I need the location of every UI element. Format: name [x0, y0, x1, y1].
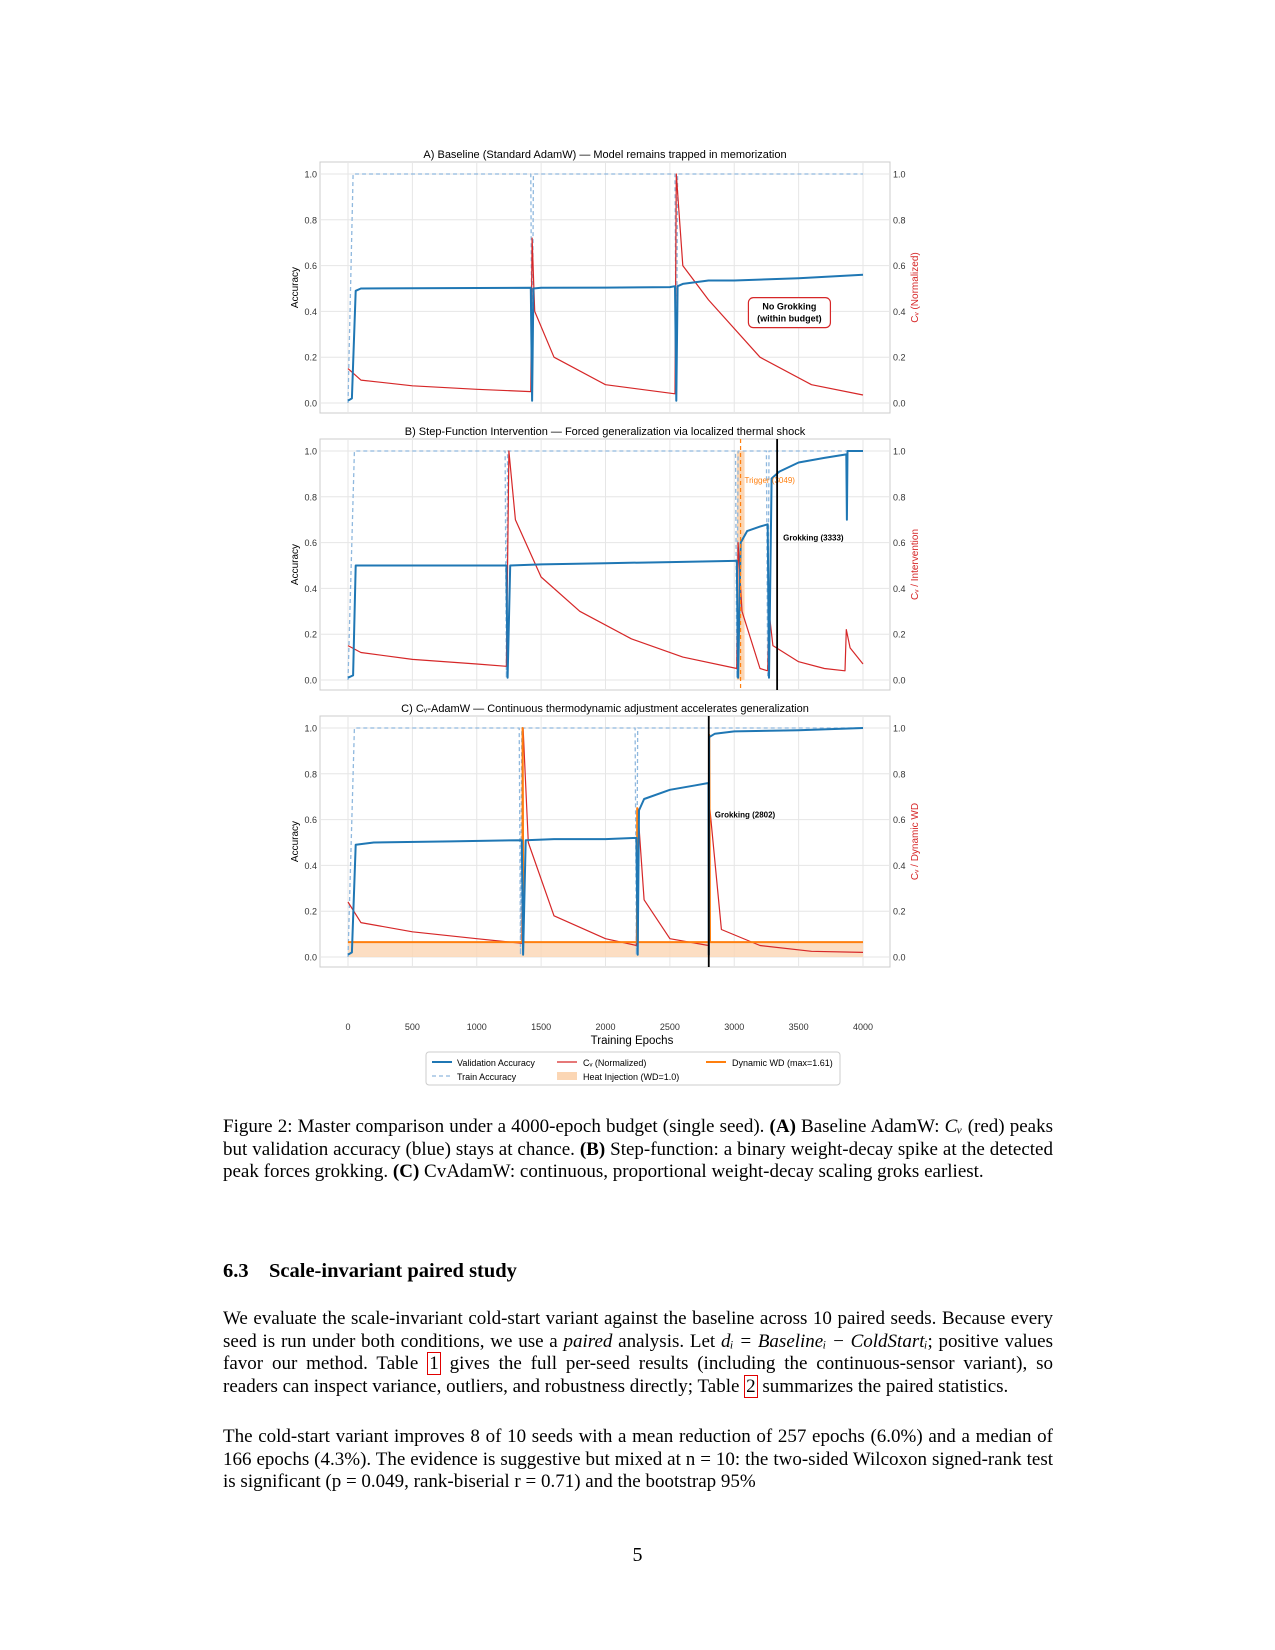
- para1-text-3: ; positive values favor our method. Table: [223, 1330, 1054, 1374]
- right-tick-label: 0.2: [893, 906, 906, 917]
- legend-swatch-heat: [557, 1072, 577, 1080]
- caption-tag-a: (A): [769, 1116, 796, 1137]
- left-tick-label: 1.0: [304, 446, 317, 457]
- left-tick-label: 0.0: [304, 398, 317, 409]
- legend-entry-train: Train Accuracy: [457, 1072, 517, 1082]
- panel-title: C) Cᵥ-AdamW — Continuous thermodynamic adjustment accelerates generalization: [401, 703, 809, 715]
- section-number: 6.3: [223, 1260, 249, 1282]
- left-axis-label: Accuracy: [290, 820, 301, 863]
- caption-label: Figure 2:: [223, 1116, 293, 1137]
- caption-text-5: CvAdamW: continuous, proportional weight-decay scaling groks earliest.: [424, 1161, 984, 1182]
- right-tick-label: 0.8: [893, 215, 906, 226]
- right-tick-label: 0.0: [893, 952, 906, 963]
- right-tick-label: 1.0: [893, 723, 906, 734]
- right-tick-label: 0.2: [893, 352, 906, 363]
- x-tick-label: 1000: [466, 1022, 487, 1032]
- right-tick-label: 0.2: [893, 629, 906, 640]
- left-tick-label: 0.6: [304, 538, 317, 549]
- left-tick-label: 0.4: [304, 583, 317, 594]
- no-grokking-sublabel: (within budget): [757, 313, 822, 324]
- caption-text-1: Master comparison under a 4000-epoch budget (single seed).: [297, 1116, 765, 1137]
- right-tick-label: 0.6: [893, 538, 906, 549]
- para1-text-2: analysis. Let: [618, 1330, 716, 1352]
- right-tick-label: 0.4: [893, 306, 906, 317]
- left-axis-label: Accuracy: [290, 266, 301, 309]
- left-tick-label: 0.6: [304, 261, 317, 272]
- trigger-label: Trigger (3049): [744, 476, 795, 486]
- right-tick-label: 0.8: [893, 769, 906, 780]
- left-tick-label: 1.0: [304, 169, 317, 180]
- left-tick-label: 0.2: [304, 629, 317, 640]
- dynamic-wd-fill: [348, 942, 863, 957]
- table-2-link[interactable]: 2: [746, 1375, 756, 1397]
- para2-text: The cold-start variant improves 8 of 10 seeds with a mean reduction of 257 epochs (6.0%) and a median of 166 epochs (4.3%). The evidence is suggestive but mixed at n = 10: the two-sided Wilcoxon signed-rank test is significant (p = 0.049, rank-biserial r = 0.71) and the bootstrap 95%: [223, 1426, 1053, 1492]
- right-tick-label: 0.4: [893, 860, 906, 871]
- paragraph-paired-study: [223, 1308, 1053, 1398]
- left-tick-label: 0.2: [304, 906, 317, 917]
- x-tick-label: 2500: [659, 1022, 680, 1032]
- panel-b: [290, 426, 921, 690]
- page-number: 5: [632, 1544, 643, 1566]
- left-tick-label: 0.0: [304, 952, 317, 963]
- right-tick-label: 1.0: [893, 446, 906, 457]
- no-grokking-label: No Grokking: [762, 301, 817, 312]
- panel-a: [290, 149, 921, 413]
- legend: [426, 1052, 840, 1085]
- legend-entry-heat: Heat Injection (WD=1.0): [583, 1072, 680, 1082]
- left-tick-label: 0.4: [304, 306, 317, 317]
- para1-text-1: We evaluate the scale-invariant cold-start variant against the baseline across 10 paired seeds. Because every seed is run under both conditions, we use a: [223, 1308, 1053, 1352]
- left-tick-label: 0.6: [304, 815, 317, 826]
- x-tick-label: 0: [345, 1022, 351, 1032]
- left-tick-label: 0.2: [304, 352, 317, 363]
- left-tick-label: 1.0: [304, 723, 317, 734]
- x-tick-label: 2000: [595, 1022, 616, 1032]
- x-tick-label: 4000: [852, 1022, 874, 1032]
- panel-c: [290, 703, 921, 967]
- caption-text-2: Baseline AdamW:: [801, 1116, 940, 1137]
- x-tick-label: 1500: [531, 1022, 552, 1032]
- caption-tag-c: (C): [392, 1161, 420, 1182]
- para1-text-5: summarizes the paired statistics.: [762, 1375, 1009, 1397]
- panel-title: A) Baseline (Standard AdamW) — Model remains trapped in memorization: [423, 149, 787, 161]
- right-tick-label: 0.0: [893, 398, 906, 409]
- legend-entry-dynamic-wd: Dynamic WD (max=1.61): [732, 1058, 833, 1068]
- x-axis: [345, 1022, 873, 1047]
- right-tick-label: 0.8: [893, 492, 906, 503]
- table-1-link[interactable]: 1: [429, 1353, 439, 1374]
- caption-text-3: (red) peaks but validation accuracy (blue) stays at chance.: [223, 1116, 1053, 1160]
- left-tick-label: 0.8: [304, 769, 317, 780]
- paragraph-results: [223, 1426, 1053, 1494]
- right-axis-label: Cᵥ / Intervention: [910, 528, 921, 601]
- caption-cv-symbol: Cᵥ: [944, 1116, 963, 1137]
- x-tick-label: 500: [404, 1022, 420, 1032]
- right-tick-label: 0.0: [893, 675, 906, 686]
- grokking-label: Grokking (3333): [783, 533, 844, 543]
- left-axis-label: Accuracy: [290, 543, 301, 586]
- figure-caption: [223, 1116, 1053, 1184]
- grokking-label: Grokking (2802): [714, 810, 776, 820]
- caption-text-4: Step-function: a binary weight-decay spike at the detected peak forces grokking.: [223, 1138, 1053, 1182]
- right-axis-label: Cᵥ (Normalized): [910, 252, 921, 323]
- x-tick-label: 3000: [724, 1022, 745, 1032]
- left-tick-label: 0.8: [304, 492, 317, 503]
- x-axis-label: Training Epochs: [590, 1035, 674, 1047]
- left-tick-label: 0.4: [304, 860, 317, 871]
- x-tick-label: 3500: [788, 1022, 809, 1032]
- caption-tag-b: (B): [579, 1138, 606, 1160]
- right-tick-label: 0.6: [893, 261, 906, 272]
- right-tick-label: 0.4: [893, 583, 906, 594]
- left-tick-label: 0.8: [304, 215, 317, 226]
- left-tick-label: 0.0: [304, 675, 317, 686]
- section-title: Scale-invariant paired study: [269, 1260, 517, 1282]
- legend-entry-cv: Cᵥ (Normalized): [583, 1058, 647, 1068]
- para1-emphasis-paired: paired: [563, 1330, 613, 1352]
- para1-text-4: gives the full per-seed results (including the continuous-sensor variant), so readers can inspect variance, outliers, and robustness directly; Table: [223, 1353, 1054, 1397]
- section-heading: [223, 1260, 517, 1283]
- right-tick-label: 1.0: [893, 169, 906, 180]
- para1-equation: dᵢ = Baselineᵢ − ColdStartᵢ: [720, 1330, 928, 1352]
- right-tick-label: 0.6: [893, 815, 906, 826]
- panel-title: B) Step-Function Intervention — Forced generalization via localized thermal shock: [404, 426, 806, 438]
- right-axis-label: Cᵥ / Dynamic WD: [910, 802, 921, 881]
- legend-entry-validation: Validation Accuracy: [457, 1058, 535, 1068]
